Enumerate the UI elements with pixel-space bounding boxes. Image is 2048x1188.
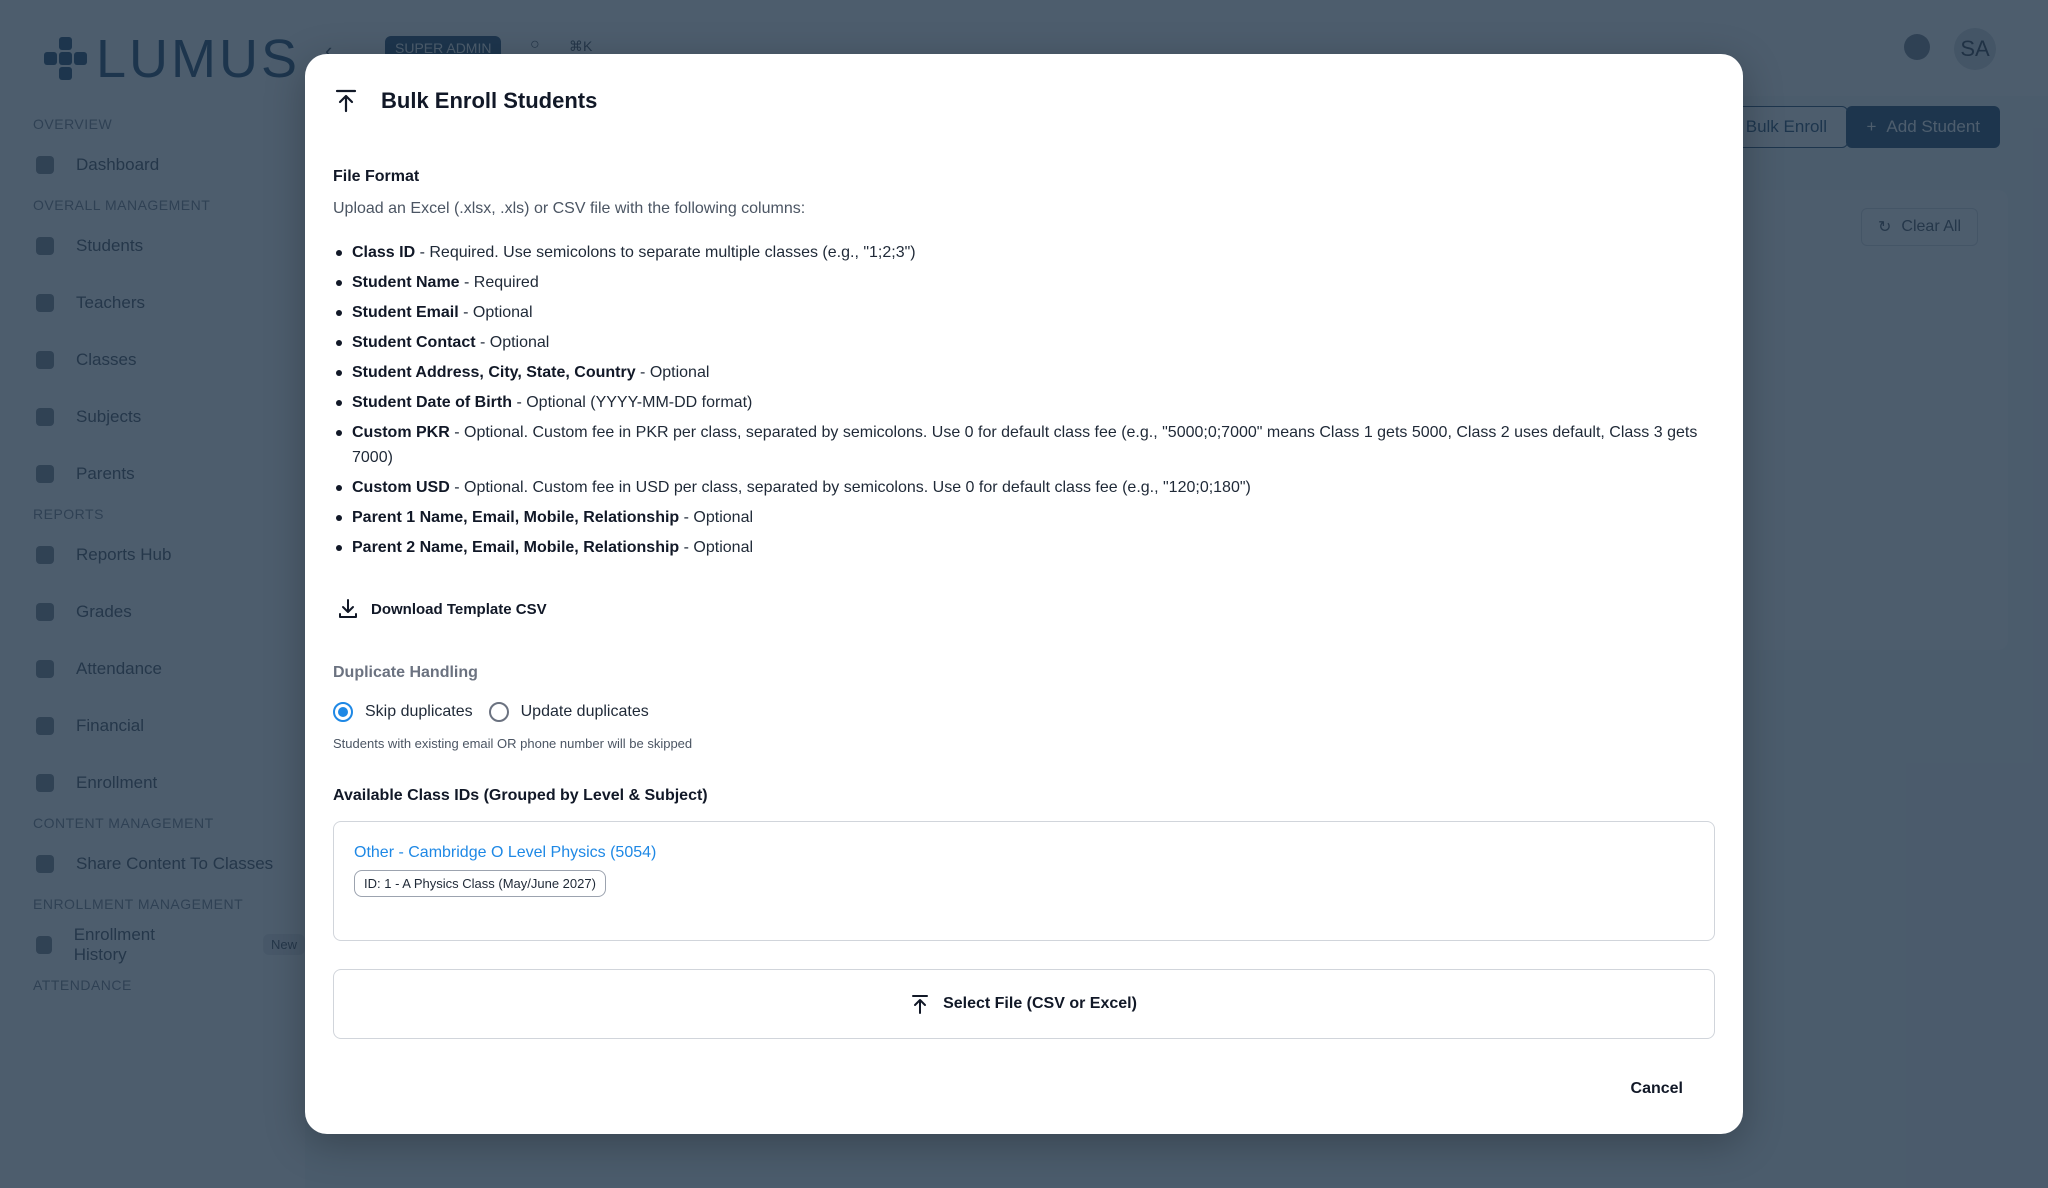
column-name: Student Contact bbox=[352, 334, 476, 351]
column-name: Student Date of Birth bbox=[352, 394, 512, 411]
download-icon bbox=[339, 599, 357, 619]
radio-unchecked-icon[interactable] bbox=[489, 702, 509, 722]
bulk-enroll-dialog bbox=[305, 54, 1743, 1134]
radio-label: Skip duplicates bbox=[365, 703, 473, 720]
column-name: Student Email bbox=[352, 304, 459, 321]
column-name: Parent 2 Name, Email, Mobile, Relationship bbox=[352, 539, 680, 556]
column-name: Student Name bbox=[352, 274, 460, 291]
radio-update-duplicates[interactable] bbox=[489, 702, 649, 722]
column-item bbox=[333, 535, 1715, 560]
column-description: - Optional (YYYY-MM-DD format) bbox=[512, 394, 753, 411]
column-item bbox=[333, 360, 1715, 385]
column-name: Student Address, City, State, Country bbox=[352, 364, 636, 381]
class-id-chip: ID: 1 - A Physics Class (May/June 2027) bbox=[354, 870, 606, 897]
dialog-title: Bulk Enroll Students bbox=[381, 88, 598, 113]
select-file-button[interactable] bbox=[333, 969, 1715, 1039]
column-description: - Optional bbox=[635, 364, 710, 381]
available-classes-title: Available Class IDs (Grouped by Level & Subject) bbox=[333, 787, 708, 804]
column-item bbox=[333, 420, 1715, 470]
duplicate-radio-group bbox=[333, 702, 1715, 722]
radio-skip-duplicates[interactable] bbox=[333, 702, 473, 722]
radio-checked-icon[interactable] bbox=[333, 702, 353, 722]
column-description: - Optional. Custom fee in PKR per class, separated by semicolons. Use 0 for default class fee (e.g., "5000;0;7000" means Class 1 gets 5000, Class 2 uses default, Class 3 gets 7000) bbox=[352, 424, 1698, 466]
select-file-label: Select File (CSV or Excel) bbox=[943, 995, 1137, 1012]
duplicate-handling-title: Duplicate Handling bbox=[333, 664, 478, 681]
file-format-title: File Format bbox=[333, 168, 420, 185]
file-format-description: Upload an Excel (.xlsx, .xls) or CSV file with the following columns: bbox=[333, 200, 806, 217]
radio-label: Update duplicates bbox=[520, 703, 649, 720]
column-item bbox=[333, 300, 1715, 325]
download-template-link[interactable] bbox=[339, 599, 547, 619]
column-item bbox=[333, 330, 1715, 355]
upload-icon bbox=[911, 994, 929, 1014]
column-name: Parent 1 Name, Email, Mobile, Relationship bbox=[352, 509, 680, 526]
available-classes-box bbox=[333, 821, 1715, 941]
class-group-title: Other - Cambridge O Level Physics (5054) bbox=[354, 844, 657, 861]
column-item bbox=[333, 240, 1715, 265]
column-name: Class ID bbox=[352, 244, 416, 261]
column-description: - Required. Use semicolons to separate multiple classes (e.g., "1;2;3") bbox=[415, 244, 916, 261]
column-name: Custom USD bbox=[352, 479, 450, 496]
column-item bbox=[333, 270, 1715, 295]
columns-list bbox=[333, 240, 1715, 560]
column-description: - Required bbox=[459, 274, 539, 291]
column-item bbox=[333, 505, 1715, 530]
column-description: - Optional bbox=[679, 539, 754, 556]
column-item bbox=[333, 390, 1715, 415]
column-description: - Optional bbox=[475, 334, 550, 351]
column-name: Custom PKR bbox=[352, 424, 450, 441]
dialog-header bbox=[333, 54, 1715, 148]
column-description: - Optional bbox=[458, 304, 533, 321]
column-description: - Optional bbox=[679, 509, 754, 526]
download-template-label: Download Template CSV bbox=[371, 600, 547, 618]
duplicate-help-text: Students with existing email OR phone number will be skipped bbox=[333, 736, 693, 751]
column-description: - Optional. Custom fee in USD per class, separated by semicolons. Use 0 for default class fee (e.g., "120;0;180") bbox=[449, 479, 1251, 496]
cancel-button[interactable]: Cancel bbox=[1630, 1080, 1683, 1097]
upload-icon bbox=[335, 89, 357, 113]
column-item bbox=[333, 475, 1715, 500]
